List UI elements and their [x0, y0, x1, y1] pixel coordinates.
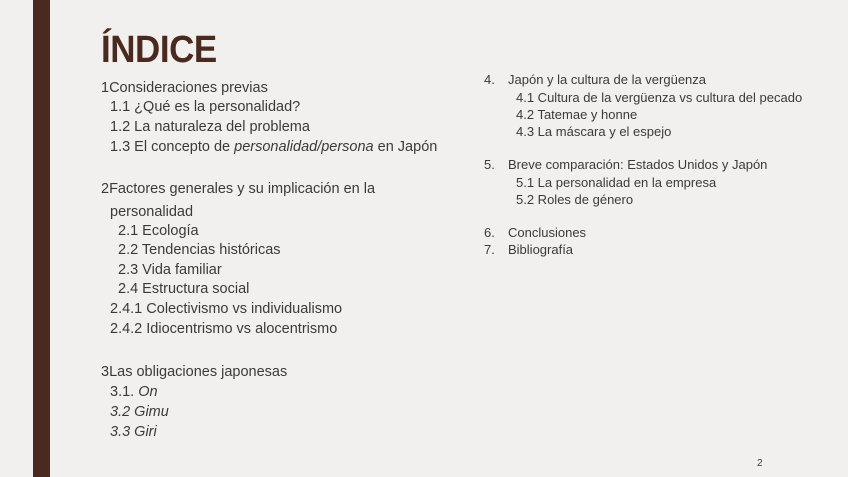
section-7-heading	[484, 242, 573, 258]
section-5-num: 5.	[484, 157, 495, 172]
item-3-2: 3.2 Gimu	[110, 404, 169, 420]
section-6-num: 6.	[484, 225, 495, 240]
section-5-heading	[484, 157, 767, 173]
item-2-4-1: 2.4.1 Colectivismo vs individualismo	[110, 301, 343, 317]
section-6-title: Conclusiones	[508, 225, 587, 240]
item-1-3-post: en Japón	[373, 139, 438, 155]
section-7-num: 7.	[484, 242, 495, 257]
section-4-heading	[484, 72, 706, 88]
item-2-1: 2.1 Ecología	[118, 223, 199, 239]
section-4-title: Japón y la cultura de la vergüenza	[508, 72, 707, 87]
item-3-3: 3.3 Giri	[110, 424, 157, 440]
section-2-heading-cont: personalidad	[110, 204, 194, 220]
page-number: 2	[757, 458, 763, 469]
item-4-3: 4.3 La máscara y el espejo	[516, 124, 672, 139]
item-2-2: 2.2 Tendencias históricas	[118, 242, 281, 258]
item-3-1	[110, 383, 158, 401]
page-title: ÍNDICE	[101, 29, 217, 71]
item-5-1: 5.1 La personalidad en la empresa	[516, 175, 717, 190]
item-3-1-em: On	[138, 384, 158, 400]
item-1-3	[110, 138, 437, 156]
section-6-heading	[484, 225, 586, 241]
item-2-3: 2.3 Vida familiar	[118, 262, 222, 278]
item-1-3-em: personalidad/persona	[234, 139, 374, 155]
item-4-1: 4.1 Cultura de la vergüenza vs cultura del pecado	[516, 90, 803, 105]
item-3-1-num: 3.1.	[110, 384, 139, 400]
side-accent-bar	[33, 0, 50, 477]
section-5-title: Breve comparación: Estados Unidos y Japón	[508, 157, 768, 172]
item-4-2: 4.2 Tatemae y honne	[516, 107, 638, 122]
item-1-2: 1.2 La naturaleza del problema	[110, 119, 310, 135]
item-2-4-2: 2.4.2 Idiocentrismo vs alocentrismo	[110, 321, 338, 337]
item-1-1: 1.1 ¿Qué es la personalidad?	[110, 99, 301, 115]
item-5-2: 5.2 Roles de género	[516, 192, 634, 207]
section-2-heading: 2Factores generales y su implicación en la	[101, 181, 376, 197]
section-1-heading: 1Consideraciones previas	[101, 80, 268, 96]
section-7-title: Bibliografía	[508, 242, 574, 257]
section-3-heading: 3Las obligaciones japonesas	[101, 364, 288, 380]
section-4-num: 4.	[484, 72, 495, 87]
item-1-3-pre: 1.3 El concepto de	[110, 139, 235, 155]
item-2-4: 2.4 Estructura social	[118, 281, 250, 297]
